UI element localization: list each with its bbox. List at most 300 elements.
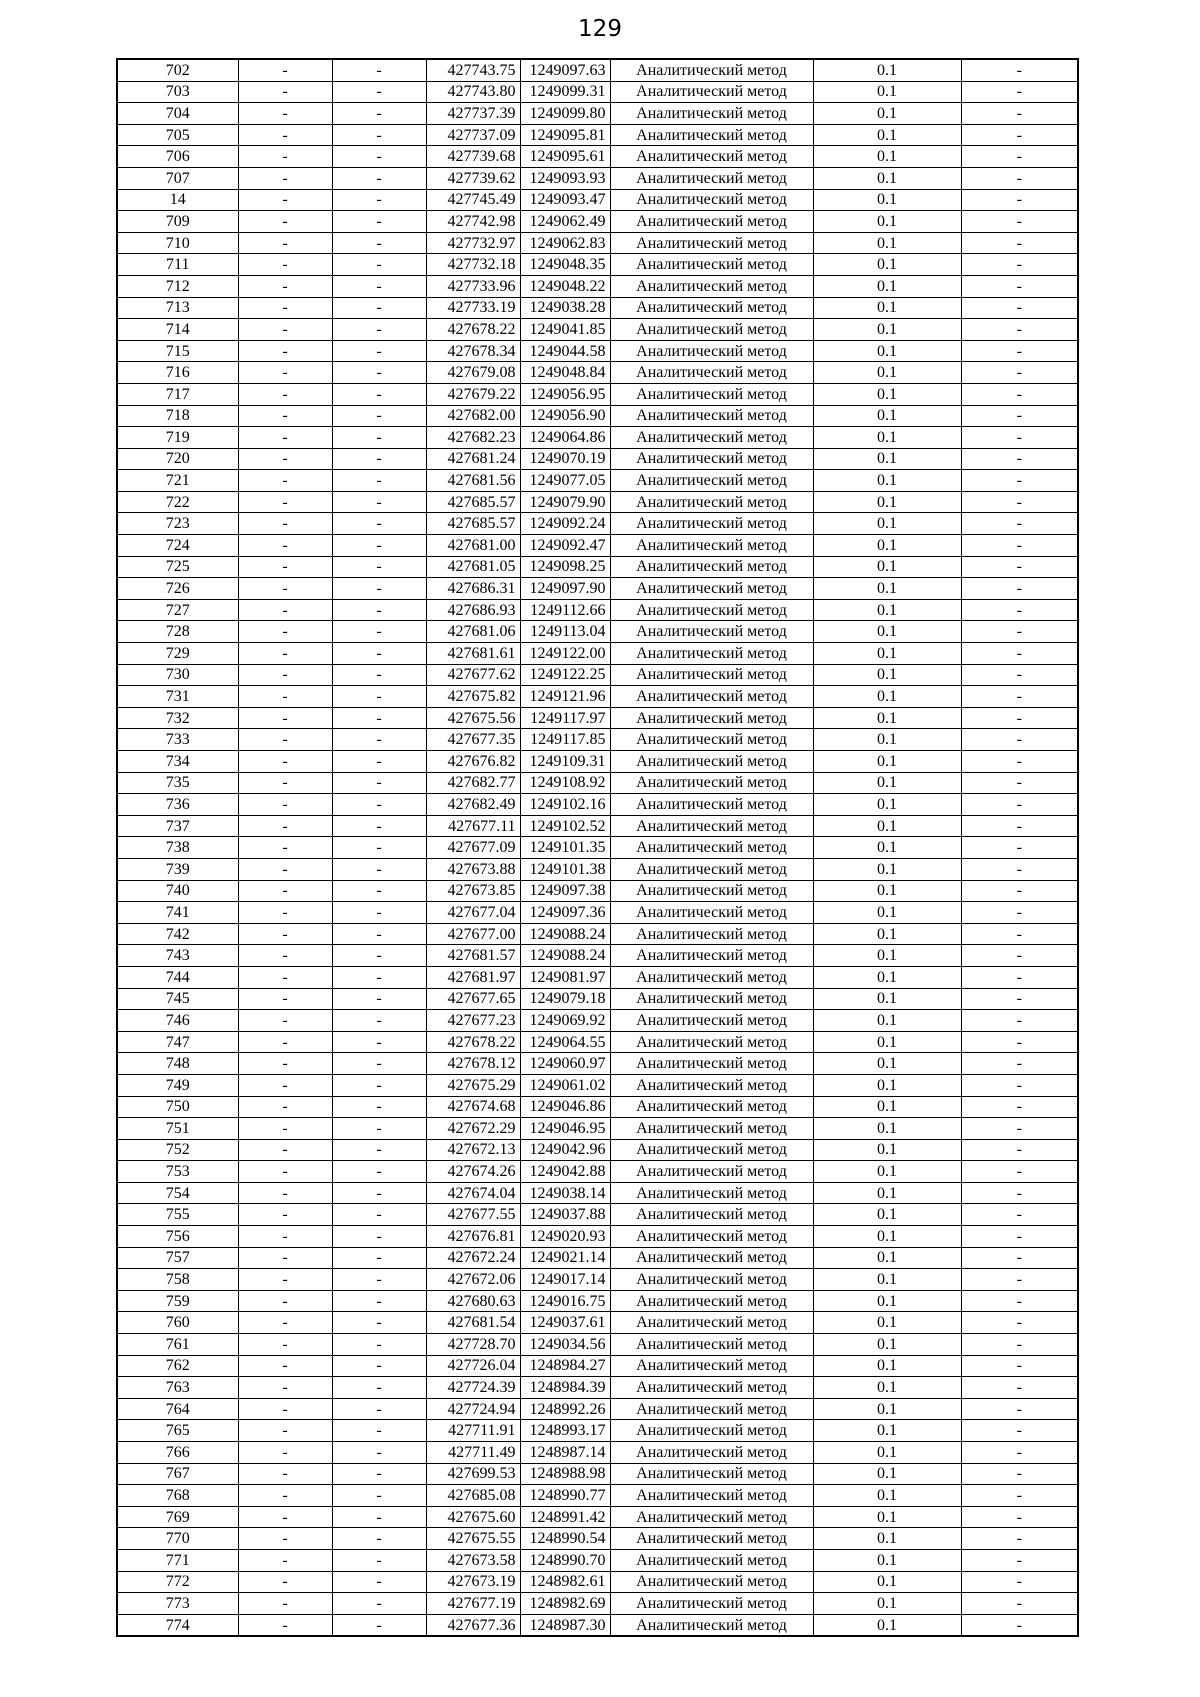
point-number-cell: 749 (117, 1074, 238, 1096)
dash-cell-a: - (238, 1096, 332, 1118)
method-cell: Аналитический метод (610, 1593, 813, 1615)
x-coordinate-cell: 427674.68 (426, 1096, 520, 1118)
method-cell: Аналитический метод (610, 621, 813, 643)
dash-cell-c: - (961, 556, 1078, 578)
method-cell: Аналитический метод (610, 923, 813, 945)
y-coordinate-cell: 1249046.86 (520, 1096, 610, 1118)
y-coordinate-cell: 1249042.96 (520, 1139, 610, 1161)
dash-cell-c: - (961, 1139, 1078, 1161)
dash-cell-b: - (332, 81, 426, 103)
table-row (117, 578, 1078, 600)
dash-cell-a: - (238, 1247, 332, 1269)
point-number-cell: 750 (117, 1096, 238, 1118)
point-number-cell: 705 (117, 124, 238, 146)
dash-cell-c: - (961, 1161, 1078, 1183)
method-cell: Аналитический метод (610, 319, 813, 341)
table-row (117, 189, 1078, 211)
accuracy-cell: 0.1 (813, 1442, 961, 1464)
table-row (117, 837, 1078, 859)
coordinates-table (116, 58, 1079, 1637)
dash-cell-a: - (238, 880, 332, 902)
method-cell: Аналитический метод (610, 988, 813, 1010)
y-coordinate-cell: 1249041.85 (520, 319, 610, 341)
y-coordinate-cell: 1248987.30 (520, 1614, 610, 1636)
method-cell: Аналитический метод (610, 1463, 813, 1485)
dash-cell-a: - (238, 1485, 332, 1507)
point-number-cell: 737 (117, 815, 238, 837)
dash-cell-a: - (238, 621, 332, 643)
method-cell: Аналитический метод (610, 124, 813, 146)
accuracy-cell: 0.1 (813, 535, 961, 557)
dash-cell-b: - (332, 448, 426, 470)
accuracy-cell: 0.1 (813, 211, 961, 233)
dash-cell-b: - (332, 1571, 426, 1593)
dash-cell-b: - (332, 815, 426, 837)
y-coordinate-cell: 1248992.26 (520, 1398, 610, 1420)
method-cell: Аналитический метод (610, 427, 813, 449)
table-row (117, 621, 1078, 643)
table-row (117, 1118, 1078, 1140)
method-cell: Аналитический метод (610, 448, 813, 470)
dash-cell-a: - (238, 383, 332, 405)
dash-cell-b: - (332, 146, 426, 168)
accuracy-cell: 0.1 (813, 858, 961, 880)
method-cell: Аналитический метод (610, 945, 813, 967)
dash-cell-c: - (961, 1247, 1078, 1269)
dash-cell-b: - (332, 707, 426, 729)
table-row (117, 1377, 1078, 1399)
dash-cell-a: - (238, 945, 332, 967)
dash-cell-b: - (332, 794, 426, 816)
dash-cell-c: - (961, 772, 1078, 794)
accuracy-cell: 0.1 (813, 1506, 961, 1528)
y-coordinate-cell: 1249056.95 (520, 383, 610, 405)
y-coordinate-cell: 1249042.88 (520, 1161, 610, 1183)
table-row (117, 1053, 1078, 1075)
point-number-cell: 723 (117, 513, 238, 535)
dash-cell-c: - (961, 794, 1078, 816)
dash-cell-c: - (961, 427, 1078, 449)
y-coordinate-cell: 1249062.83 (520, 232, 610, 254)
table-row (117, 707, 1078, 729)
x-coordinate-cell: 427681.24 (426, 448, 520, 470)
dash-cell-b: - (332, 1614, 426, 1636)
accuracy-cell: 0.1 (813, 1182, 961, 1204)
table-row (117, 599, 1078, 621)
point-number-cell: 753 (117, 1161, 238, 1183)
x-coordinate-cell: 427677.65 (426, 988, 520, 1010)
table-row (117, 254, 1078, 276)
method-cell: Аналитический метод (610, 1377, 813, 1399)
method-cell: Аналитический метод (610, 837, 813, 859)
dash-cell-a: - (238, 902, 332, 924)
point-number-cell: 714 (117, 319, 238, 341)
table-row (117, 1593, 1078, 1615)
table-row (117, 1614, 1078, 1636)
y-coordinate-cell: 1249121.96 (520, 686, 610, 708)
dash-cell-b: - (332, 556, 426, 578)
accuracy-cell: 0.1 (813, 1334, 961, 1356)
dash-cell-c: - (961, 470, 1078, 492)
table-row (117, 1010, 1078, 1032)
point-number-cell: 756 (117, 1226, 238, 1248)
y-coordinate-cell: 1249088.24 (520, 923, 610, 945)
table-row (117, 513, 1078, 535)
accuracy-cell: 0.1 (813, 1549, 961, 1571)
dash-cell-a: - (238, 297, 332, 319)
accuracy-cell: 0.1 (813, 966, 961, 988)
dash-cell-b: - (332, 751, 426, 773)
table-row (117, 1290, 1078, 1312)
y-coordinate-cell: 1249034.56 (520, 1334, 610, 1356)
accuracy-cell: 0.1 (813, 1614, 961, 1636)
y-coordinate-cell: 1249064.55 (520, 1031, 610, 1053)
table-row (117, 1161, 1078, 1183)
point-number-cell: 765 (117, 1420, 238, 1442)
dash-cell-c: - (961, 1355, 1078, 1377)
table-row (117, 966, 1078, 988)
y-coordinate-cell: 1249097.36 (520, 902, 610, 924)
accuracy-cell: 0.1 (813, 556, 961, 578)
point-number-cell: 760 (117, 1312, 238, 1334)
method-cell: Аналитический метод (610, 470, 813, 492)
dash-cell-b: - (332, 1074, 426, 1096)
dash-cell-b: - (332, 254, 426, 276)
dash-cell-c: - (961, 1398, 1078, 1420)
dash-cell-a: - (238, 1463, 332, 1485)
point-number-cell: 768 (117, 1485, 238, 1507)
dash-cell-a: - (238, 275, 332, 297)
x-coordinate-cell: 427724.94 (426, 1398, 520, 1420)
accuracy-cell: 0.1 (813, 815, 961, 837)
dash-cell-b: - (332, 340, 426, 362)
point-number-cell: 771 (117, 1549, 238, 1571)
x-coordinate-cell: 427673.88 (426, 858, 520, 880)
point-number-cell: 752 (117, 1139, 238, 1161)
y-coordinate-cell: 1249048.84 (520, 362, 610, 384)
table-row (117, 1485, 1078, 1507)
method-cell: Аналитический метод (610, 1334, 813, 1356)
accuracy-cell: 0.1 (813, 772, 961, 794)
accuracy-cell: 0.1 (813, 1593, 961, 1615)
point-number-cell: 721 (117, 470, 238, 492)
accuracy-cell: 0.1 (813, 599, 961, 621)
dash-cell-b: - (332, 1528, 426, 1550)
dash-cell-a: - (238, 470, 332, 492)
dash-cell-c: - (961, 513, 1078, 535)
point-number-cell: 740 (117, 880, 238, 902)
y-coordinate-cell: 1249099.31 (520, 81, 610, 103)
dash-cell-b: - (332, 513, 426, 535)
accuracy-cell: 0.1 (813, 448, 961, 470)
method-cell: Аналитический метод (610, 211, 813, 233)
y-coordinate-cell: 1249093.93 (520, 167, 610, 189)
dash-cell-c: - (961, 1506, 1078, 1528)
x-coordinate-cell: 427742.98 (426, 211, 520, 233)
accuracy-cell: 0.1 (813, 1139, 961, 1161)
x-coordinate-cell: 427678.34 (426, 340, 520, 362)
x-coordinate-cell: 427672.24 (426, 1247, 520, 1269)
method-cell: Аналитический метод (610, 1074, 813, 1096)
dash-cell-c: - (961, 902, 1078, 924)
point-number-cell: 759 (117, 1290, 238, 1312)
point-number-cell: 767 (117, 1463, 238, 1485)
x-coordinate-cell: 427724.39 (426, 1377, 520, 1399)
point-number-cell: 707 (117, 167, 238, 189)
method-cell: Аналитический метод (610, 578, 813, 600)
dash-cell-a: - (238, 1355, 332, 1377)
dash-cell-b: - (332, 599, 426, 621)
accuracy-cell: 0.1 (813, 189, 961, 211)
accuracy-cell: 0.1 (813, 319, 961, 341)
method-cell: Аналитический метод (610, 59, 813, 81)
y-coordinate-cell: 1249038.28 (520, 297, 610, 319)
point-number-cell: 703 (117, 81, 238, 103)
dash-cell-c: - (961, 275, 1078, 297)
dash-cell-b: - (332, 578, 426, 600)
table-row (117, 146, 1078, 168)
dash-cell-a: - (238, 923, 332, 945)
dash-cell-c: - (961, 1463, 1078, 1485)
method-cell: Аналитический метод (610, 1161, 813, 1183)
point-number-cell: 734 (117, 751, 238, 773)
point-number-cell: 742 (117, 923, 238, 945)
point-number-cell: 769 (117, 1506, 238, 1528)
accuracy-cell: 0.1 (813, 621, 961, 643)
dash-cell-c: - (961, 232, 1078, 254)
dash-cell-b: - (332, 470, 426, 492)
table-row (117, 1420, 1078, 1442)
y-coordinate-cell: 1249122.00 (520, 643, 610, 665)
table-row (117, 1031, 1078, 1053)
point-number-cell: 704 (117, 103, 238, 125)
dash-cell-b: - (332, 362, 426, 384)
y-coordinate-cell: 1248982.69 (520, 1593, 610, 1615)
dash-cell-a: - (238, 1118, 332, 1140)
method-cell: Аналитический метод (610, 707, 813, 729)
y-coordinate-cell: 1249099.80 (520, 103, 610, 125)
x-coordinate-cell: 427743.80 (426, 81, 520, 103)
table-row (117, 535, 1078, 557)
x-coordinate-cell: 427728.70 (426, 1334, 520, 1356)
method-cell: Аналитический метод (610, 1226, 813, 1248)
dash-cell-c: - (961, 383, 1078, 405)
dash-cell-c: - (961, 319, 1078, 341)
dash-cell-c: - (961, 405, 1078, 427)
x-coordinate-cell: 427732.18 (426, 254, 520, 276)
point-number-cell: 719 (117, 427, 238, 449)
x-coordinate-cell: 427681.54 (426, 1312, 520, 1334)
method-cell: Аналитический метод (610, 751, 813, 773)
dash-cell-b: - (332, 1312, 426, 1334)
dash-cell-a: - (238, 340, 332, 362)
dash-cell-b: - (332, 1161, 426, 1183)
dash-cell-a: - (238, 988, 332, 1010)
y-coordinate-cell: 1248991.42 (520, 1506, 610, 1528)
x-coordinate-cell: 427737.09 (426, 124, 520, 146)
accuracy-cell: 0.1 (813, 686, 961, 708)
y-coordinate-cell: 1249062.49 (520, 211, 610, 233)
table-row (117, 858, 1078, 880)
table-row (117, 1226, 1078, 1248)
point-number-cell: 727 (117, 599, 238, 621)
point-number-cell: 738 (117, 837, 238, 859)
y-coordinate-cell: 1248987.14 (520, 1442, 610, 1464)
method-cell: Аналитический метод (610, 167, 813, 189)
x-coordinate-cell: 427677.09 (426, 837, 520, 859)
table-row (117, 362, 1078, 384)
dash-cell-c: - (961, 297, 1078, 319)
accuracy-cell: 0.1 (813, 880, 961, 902)
method-cell: Аналитический метод (610, 254, 813, 276)
dash-cell-b: - (332, 1593, 426, 1615)
method-cell: Аналитический метод (610, 1571, 813, 1593)
accuracy-cell: 0.1 (813, 1247, 961, 1269)
y-coordinate-cell: 1249020.93 (520, 1226, 610, 1248)
dash-cell-b: - (332, 1463, 426, 1485)
dash-cell-c: - (961, 664, 1078, 686)
x-coordinate-cell: 427677.11 (426, 815, 520, 837)
dash-cell-a: - (238, 1377, 332, 1399)
table-row (117, 1549, 1078, 1571)
dash-cell-a: - (238, 664, 332, 686)
dash-cell-a: - (238, 1139, 332, 1161)
dash-cell-b: - (332, 729, 426, 751)
y-coordinate-cell: 1249101.38 (520, 858, 610, 880)
accuracy-cell: 0.1 (813, 1204, 961, 1226)
method-cell: Аналитический метод (610, 146, 813, 168)
dash-cell-a: - (238, 1528, 332, 1550)
accuracy-cell: 0.1 (813, 1118, 961, 1140)
dash-cell-a: - (238, 686, 332, 708)
point-number-cell: 744 (117, 966, 238, 988)
point-number-cell: 755 (117, 1204, 238, 1226)
dash-cell-b: - (332, 167, 426, 189)
dash-cell-b: - (332, 103, 426, 125)
dash-cell-a: - (238, 319, 332, 341)
y-coordinate-cell: 1249095.81 (520, 124, 610, 146)
y-coordinate-cell: 1249046.95 (520, 1118, 610, 1140)
dash-cell-c: - (961, 1442, 1078, 1464)
dash-cell-c: - (961, 923, 1078, 945)
dash-cell-b: - (332, 1485, 426, 1507)
point-number-cell: 725 (117, 556, 238, 578)
dash-cell-c: - (961, 1312, 1078, 1334)
dash-cell-c: - (961, 988, 1078, 1010)
dash-cell-a: - (238, 491, 332, 513)
dash-cell-a: - (238, 81, 332, 103)
dash-cell-a: - (238, 858, 332, 880)
table-row (117, 923, 1078, 945)
dash-cell-c: - (961, 1053, 1078, 1075)
y-coordinate-cell: 1249117.97 (520, 707, 610, 729)
point-number-cell: 702 (117, 59, 238, 81)
x-coordinate-cell: 427733.19 (426, 297, 520, 319)
table-row (117, 448, 1078, 470)
table-row (117, 556, 1078, 578)
y-coordinate-cell: 1249092.47 (520, 535, 610, 557)
accuracy-cell: 0.1 (813, 1528, 961, 1550)
method-cell: Аналитический метод (610, 1398, 813, 1420)
dash-cell-a: - (238, 729, 332, 751)
accuracy-cell: 0.1 (813, 1290, 961, 1312)
dash-cell-b: - (332, 643, 426, 665)
dash-cell-c: - (961, 1614, 1078, 1636)
dash-cell-a: - (238, 362, 332, 384)
accuracy-cell: 0.1 (813, 491, 961, 513)
dash-cell-a: - (238, 103, 332, 125)
method-cell: Аналитический метод (610, 729, 813, 751)
dash-cell-b: - (332, 297, 426, 319)
point-number-cell: 724 (117, 535, 238, 557)
accuracy-cell: 0.1 (813, 707, 961, 729)
point-number-cell: 745 (117, 988, 238, 1010)
method-cell: Аналитический метод (610, 1096, 813, 1118)
dash-cell-b: - (332, 427, 426, 449)
y-coordinate-cell: 1248993.17 (520, 1420, 610, 1442)
dash-cell-a: - (238, 448, 332, 470)
table-row (117, 1355, 1078, 1377)
table-row (117, 211, 1078, 233)
dash-cell-b: - (332, 1398, 426, 1420)
table-row (117, 815, 1078, 837)
y-coordinate-cell: 1248990.54 (520, 1528, 610, 1550)
dash-cell-b: - (332, 837, 426, 859)
x-coordinate-cell: 427673.58 (426, 1549, 520, 1571)
dash-cell-b: - (332, 319, 426, 341)
table-row (117, 945, 1078, 967)
dash-cell-a: - (238, 1571, 332, 1593)
point-number-cell: 726 (117, 578, 238, 600)
dash-cell-a: - (238, 167, 332, 189)
method-cell: Аналитический метод (610, 1506, 813, 1528)
dash-cell-b: - (332, 1420, 426, 1442)
accuracy-cell: 0.1 (813, 1096, 961, 1118)
point-number-cell: 773 (117, 1593, 238, 1615)
dash-cell-b: - (332, 923, 426, 945)
dash-cell-c: - (961, 1096, 1078, 1118)
dash-cell-a: - (238, 1161, 332, 1183)
dash-cell-c: - (961, 146, 1078, 168)
point-number-cell: 758 (117, 1269, 238, 1291)
y-coordinate-cell: 1248990.70 (520, 1549, 610, 1571)
dash-cell-b: - (332, 686, 426, 708)
y-coordinate-cell: 1249079.90 (520, 491, 610, 513)
table-row (117, 686, 1078, 708)
dash-cell-a: - (238, 1334, 332, 1356)
y-coordinate-cell: 1249061.02 (520, 1074, 610, 1096)
accuracy-cell: 0.1 (813, 794, 961, 816)
accuracy-cell: 0.1 (813, 1161, 961, 1183)
point-number-cell: 710 (117, 232, 238, 254)
table-row (117, 1096, 1078, 1118)
y-coordinate-cell: 1249064.86 (520, 427, 610, 449)
dash-cell-b: - (332, 880, 426, 902)
y-coordinate-cell: 1249060.97 (520, 1053, 610, 1075)
point-number-cell: 715 (117, 340, 238, 362)
dash-cell-b: - (332, 405, 426, 427)
dash-cell-b: - (332, 1355, 426, 1377)
method-cell: Аналитический метод (610, 1442, 813, 1464)
x-coordinate-cell: 427677.62 (426, 664, 520, 686)
table-row (117, 902, 1078, 924)
dash-cell-c: - (961, 966, 1078, 988)
table-row (117, 988, 1078, 1010)
dash-cell-c: - (961, 1290, 1078, 1312)
dash-cell-c: - (961, 362, 1078, 384)
point-number-cell: 774 (117, 1614, 238, 1636)
dash-cell-b: - (332, 945, 426, 967)
